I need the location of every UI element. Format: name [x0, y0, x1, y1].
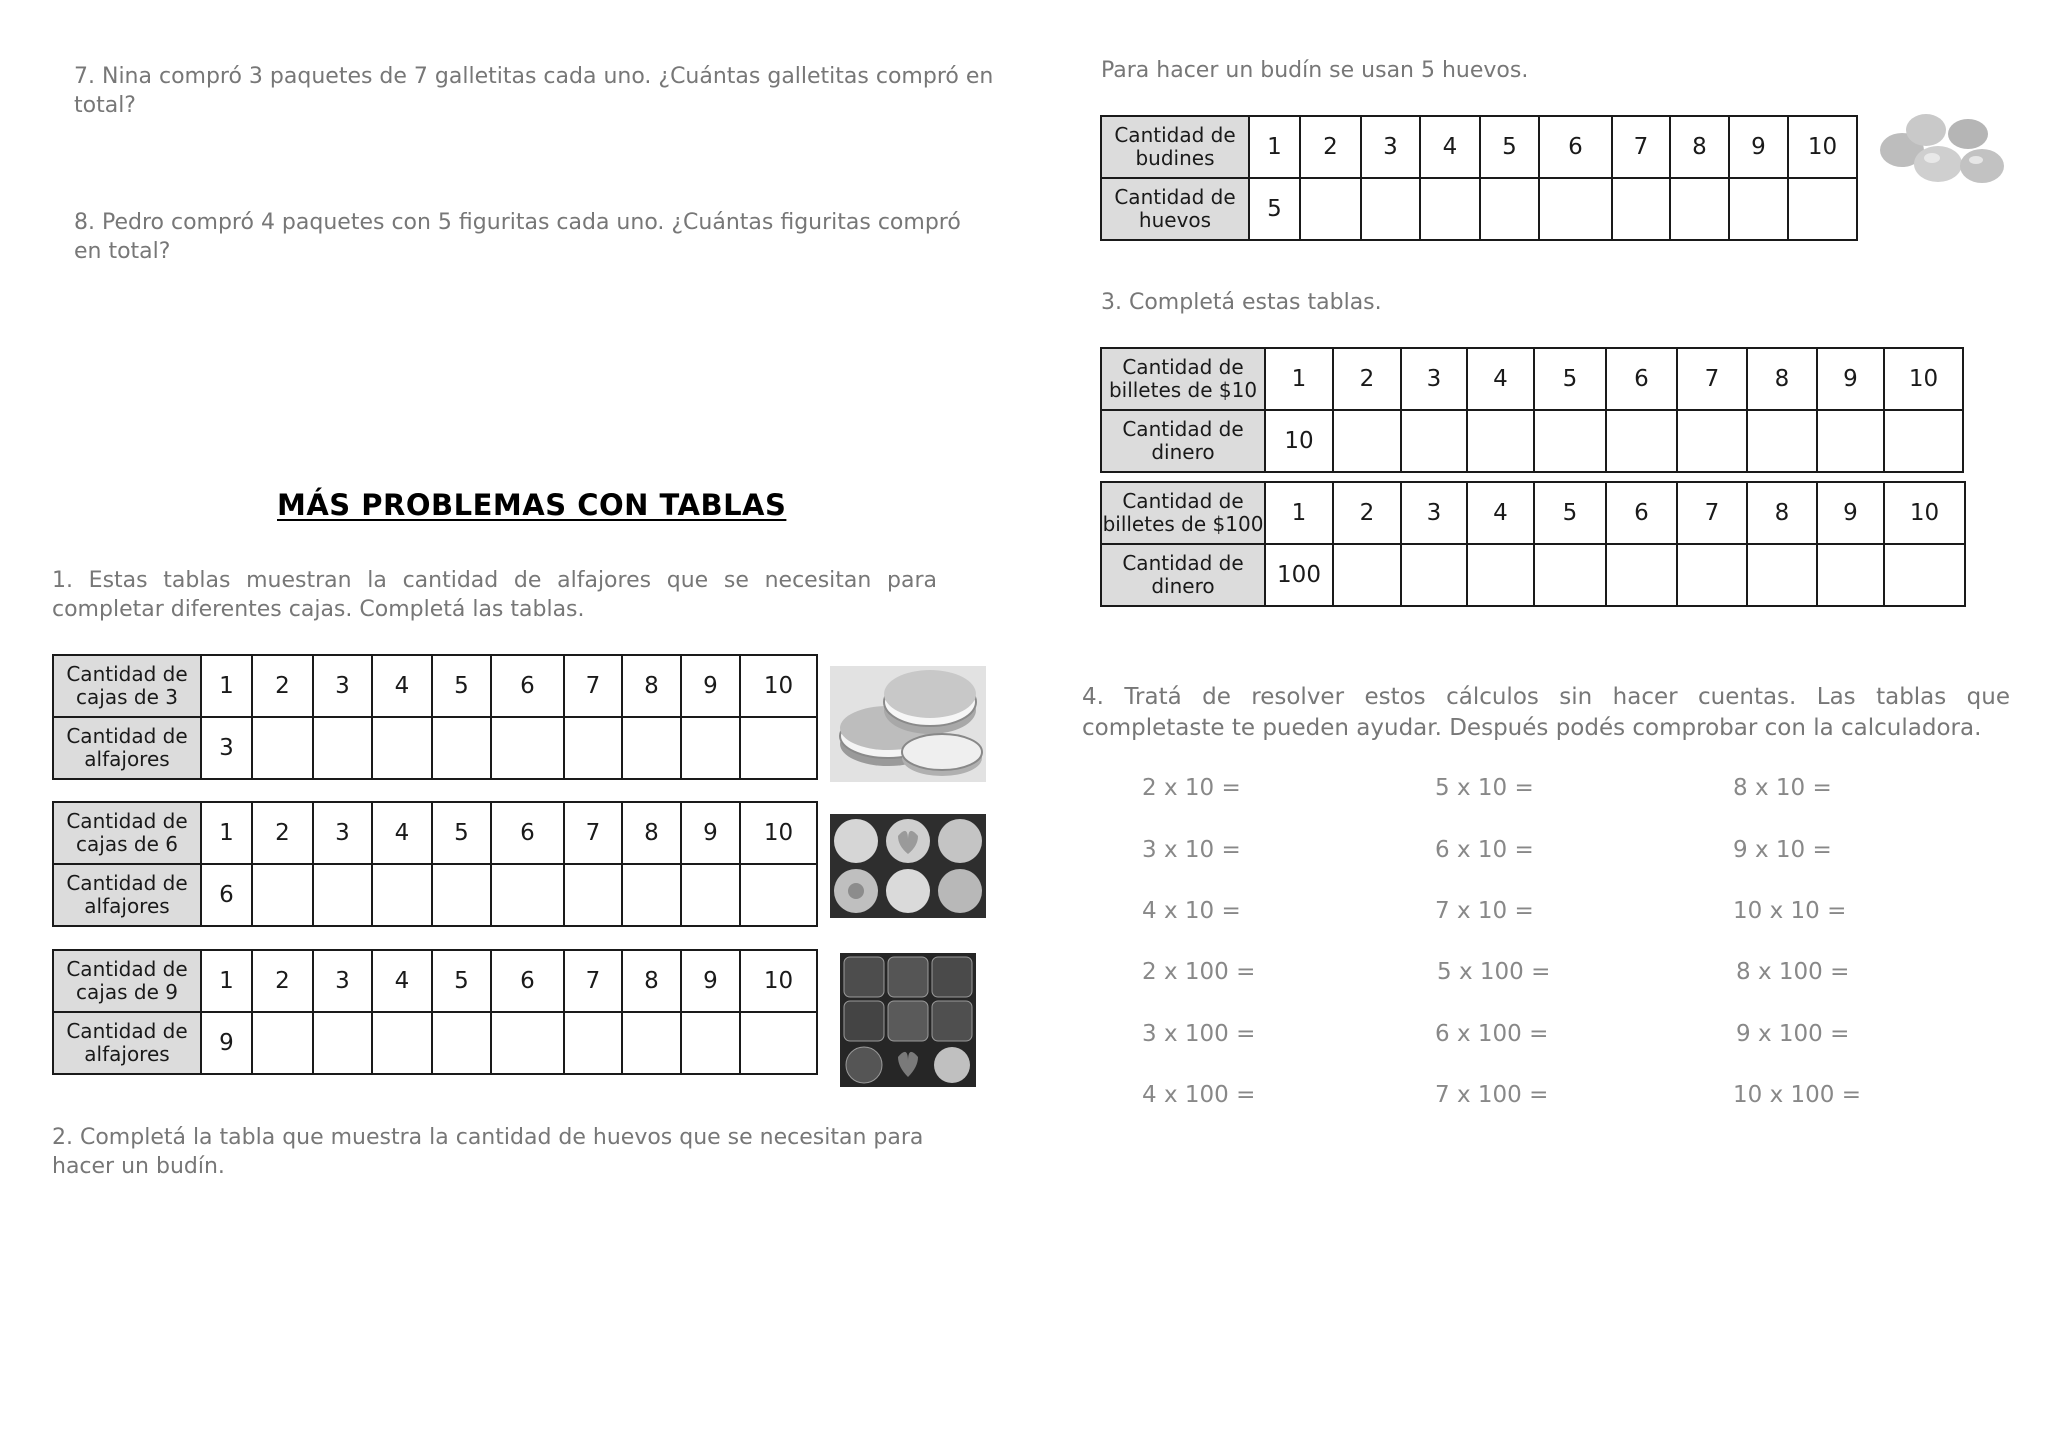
col-header: 4 — [372, 802, 432, 864]
billetes-100-table — [1100, 481, 1966, 607]
col-header: 8 — [622, 802, 681, 864]
calc-item: 2 x 100 = — [1142, 959, 1256, 985]
col-header: 6 — [491, 950, 564, 1012]
blank-cell[interactable] — [1480, 178, 1539, 240]
alfajores-photo — [830, 666, 986, 782]
blank-cell[interactable] — [1361, 178, 1420, 240]
exercise-4-text: 4. Tratá de resolver estos cálculos sin hacer cuentas. Las tablas que completaste te pueden ayudar. Después podés comprobar con la calculadora. — [1082, 684, 2010, 741]
col-header: 3 — [1401, 348, 1467, 410]
blank-cell[interactable] — [313, 717, 372, 779]
blank-cell[interactable] — [740, 1012, 817, 1074]
blank-cell[interactable] — [491, 1012, 564, 1074]
col-header: 4 — [1467, 348, 1534, 410]
col-header: 5 — [432, 802, 491, 864]
billetes-10-table — [1100, 347, 1964, 473]
problem-8: 8. Pedro compró 4 paquetes con 5 figuritas cada uno. ¿Cuántas figuritas compró en total? — [74, 210, 961, 264]
row-label-alfajores: Cantidad de alfajores — [53, 1012, 201, 1074]
calc-item: 5 x 10 = — [1435, 775, 1534, 801]
chocolates-box-photo — [840, 953, 976, 1087]
row-label-dinero: Cantidad de dinero — [1101, 410, 1265, 472]
blank-cell[interactable] — [1534, 544, 1606, 606]
blank-cell[interactable] — [1817, 410, 1884, 472]
col-header: 5 — [1534, 348, 1606, 410]
calc-item: 5 x 100 = — [1437, 959, 1551, 985]
col-header: 5 — [432, 655, 491, 717]
alfajores-table-6 — [52, 801, 818, 927]
row-label-billetes: Cantidad de billetes de $10 — [1101, 348, 1265, 410]
blank-cell[interactable] — [1747, 544, 1817, 606]
blank-cell[interactable] — [1539, 178, 1612, 240]
col-header: 7 — [1612, 116, 1670, 178]
col-header: 7 — [564, 802, 622, 864]
col-header: 8 — [1670, 116, 1729, 178]
col-header: 1 — [1249, 116, 1300, 178]
blank-cell[interactable] — [740, 864, 817, 926]
blank-cell[interactable] — [313, 864, 372, 926]
blank-cell[interactable] — [681, 864, 740, 926]
blank-cell[interactable] — [372, 1012, 432, 1074]
col-header: 6 — [1606, 348, 1677, 410]
col-header: 4 — [372, 950, 432, 1012]
row-label-cajas: Cantidad de cajas de 3 — [53, 655, 201, 717]
col-header: 9 — [1817, 482, 1884, 544]
calc-item: 4 x 100 = — [1142, 1082, 1256, 1108]
row-label-alfajores: Cantidad de alfajores — [53, 717, 201, 779]
col-header: 3 — [1361, 116, 1420, 178]
row-label-dinero: Cantidad de dinero — [1101, 544, 1265, 606]
col-header: 4 — [372, 655, 432, 717]
blank-cell[interactable] — [252, 1012, 313, 1074]
blank-cell[interactable] — [1333, 544, 1401, 606]
col-header: 5 — [1534, 482, 1606, 544]
col-header: 4 — [1467, 482, 1534, 544]
col-header: 2 — [1300, 116, 1361, 178]
blank-cell[interactable] — [1884, 544, 1965, 606]
col-header: 9 — [681, 950, 740, 1012]
col-header: 6 — [491, 655, 564, 717]
blank-cell[interactable] — [313, 1012, 372, 1074]
value-cell: 9 — [201, 1012, 252, 1074]
col-header: 3 — [1401, 482, 1467, 544]
blank-cell[interactable] — [1300, 178, 1361, 240]
col-header: 5 — [432, 950, 491, 1012]
decorated-cookies-photo — [830, 814, 986, 918]
blank-cell[interactable] — [681, 1012, 740, 1074]
value-cell: 3 — [201, 717, 252, 779]
exercise-2-text: 2. Completá la tabla que muestra la cantidad de huevos que se necesitan para hacer un budín. — [52, 1125, 924, 1179]
calc-item: 10 x 10 = — [1733, 898, 1847, 924]
calc-item: 6 x 100 = — [1435, 1021, 1549, 1047]
col-header: 7 — [1677, 482, 1747, 544]
row-label-cajas: Cantidad de cajas de 9 — [53, 950, 201, 1012]
row-label-huevos: Cantidad de huevos — [1101, 178, 1249, 240]
blank-cell[interactable] — [432, 864, 491, 926]
calc-item: 10 x 100 = — [1733, 1082, 1861, 1108]
col-header: 10 — [1788, 116, 1857, 178]
col-header: 2 — [252, 655, 313, 717]
col-header: 4 — [1420, 116, 1480, 178]
blank-cell[interactable] — [1747, 410, 1817, 472]
calc-item: 2 x 10 = — [1142, 775, 1241, 801]
row-label-budines: Cantidad de budines — [1101, 116, 1249, 178]
col-header: 2 — [1333, 348, 1401, 410]
row-label-cajas: Cantidad de cajas de 6 — [53, 802, 201, 864]
eggs-photo — [1876, 108, 2010, 190]
calc-item: 8 x 100 = — [1736, 959, 1850, 985]
value-cell: 5 — [1249, 178, 1300, 240]
col-header: 1 — [201, 802, 252, 864]
blank-cell[interactable] — [1467, 544, 1534, 606]
blank-cell[interactable] — [740, 717, 817, 779]
blank-cell[interactable] — [1788, 178, 1857, 240]
col-header: 9 — [681, 655, 740, 717]
blank-cell[interactable] — [1670, 178, 1729, 240]
blank-cell[interactable] — [372, 717, 432, 779]
blank-cell[interactable] — [1677, 410, 1747, 472]
calc-item: 3 x 10 = — [1142, 837, 1241, 863]
blank-cell[interactable] — [622, 1012, 681, 1074]
calc-item: 7 x 10 = — [1435, 898, 1534, 924]
col-header: 8 — [1747, 348, 1817, 410]
section-title: MÁS PROBLEMAS CON TABLAS — [277, 488, 787, 522]
alfajores-table-9 — [52, 949, 818, 1075]
blank-cell[interactable] — [491, 717, 564, 779]
calc-item: 6 x 10 = — [1435, 837, 1534, 863]
blank-cell[interactable] — [564, 864, 622, 926]
col-header: 10 — [1884, 348, 1963, 410]
col-header: 6 — [1539, 116, 1612, 178]
col-header: 8 — [1747, 482, 1817, 544]
blank-cell[interactable] — [1606, 544, 1677, 606]
blank-cell[interactable] — [1534, 410, 1606, 472]
blank-cell[interactable] — [1677, 544, 1747, 606]
col-header: 6 — [491, 802, 564, 864]
col-header: 2 — [1333, 482, 1401, 544]
col-header: 10 — [740, 802, 817, 864]
exercise-3-text: 3. Completá estas tablas. — [1101, 290, 1382, 315]
blank-cell[interactable] — [1606, 410, 1677, 472]
col-header: 7 — [564, 655, 622, 717]
col-header: 1 — [1265, 482, 1333, 544]
blank-cell[interactable] — [564, 1012, 622, 1074]
col-header: 6 — [1606, 482, 1677, 544]
col-header: 9 — [1817, 348, 1884, 410]
col-header: 3 — [313, 655, 372, 717]
col-header: 2 — [252, 950, 313, 1012]
col-header: 10 — [740, 950, 817, 1012]
exercise-2-intro: Para hacer un budín se usan 5 huevos. — [1101, 58, 1529, 83]
calc-item: 9 x 100 = — [1736, 1021, 1850, 1047]
col-header: 10 — [740, 655, 817, 717]
col-header: 1 — [201, 950, 252, 1012]
col-header: 7 — [564, 950, 622, 1012]
blank-cell[interactable] — [681, 717, 740, 779]
calc-item: 3 x 100 = — [1142, 1021, 1256, 1047]
calc-item: 9 x 10 = — [1733, 837, 1832, 863]
blank-cell[interactable] — [491, 864, 564, 926]
blank-cell[interactable] — [252, 717, 313, 779]
calc-item: 4 x 10 = — [1142, 898, 1241, 924]
col-header: 3 — [313, 802, 372, 864]
blank-cell[interactable] — [1729, 178, 1788, 240]
blank-cell[interactable] — [432, 717, 491, 779]
col-header: 3 — [313, 950, 372, 1012]
blank-cell[interactable] — [1884, 410, 1963, 472]
calc-item: 7 x 100 = — [1435, 1082, 1549, 1108]
blank-cell[interactable] — [1401, 544, 1467, 606]
blank-cell[interactable] — [1333, 410, 1401, 472]
col-header: 9 — [681, 802, 740, 864]
blank-cell[interactable] — [1612, 178, 1670, 240]
col-header: 10 — [1884, 482, 1965, 544]
col-header: 7 — [1677, 348, 1747, 410]
value-cell: 6 — [201, 864, 252, 926]
blank-cell[interactable] — [1401, 410, 1467, 472]
row-label-billetes: Cantidad de billetes de $100 — [1101, 482, 1265, 544]
col-header: 1 — [1265, 348, 1333, 410]
col-header: 5 — [1480, 116, 1539, 178]
calc-item: 8 x 10 = — [1733, 775, 1832, 801]
exercise-1-text: 1. Estas tablas muestran la cantidad de alfajores que se necesitan para completar diferentes cajas. Completá las tablas. — [52, 568, 937, 622]
col-header: 1 — [201, 655, 252, 717]
col-header: 8 — [622, 950, 681, 1012]
value-cell: 10 — [1265, 410, 1333, 472]
blank-cell[interactable] — [432, 1012, 491, 1074]
blank-cell[interactable] — [372, 864, 432, 926]
value-cell: 100 — [1265, 544, 1333, 606]
col-header: 2 — [252, 802, 313, 864]
col-header: 8 — [622, 655, 681, 717]
blank-cell[interactable] — [252, 864, 313, 926]
blank-cell[interactable] — [622, 864, 681, 926]
blank-cell[interactable] — [622, 717, 681, 779]
alfajores-table-3 — [52, 654, 818, 780]
problem-7: 7. Nina compró 3 paquetes de 7 galletitas cada uno. ¿Cuántas galletitas compró en total? — [74, 64, 994, 118]
blank-cell[interactable] — [1420, 178, 1480, 240]
row-label-alfajores: Cantidad de alfajores — [53, 864, 201, 926]
col-header: 9 — [1729, 116, 1788, 178]
budines-table — [1100, 115, 1858, 241]
blank-cell[interactable] — [564, 717, 622, 779]
blank-cell[interactable] — [1467, 410, 1534, 472]
blank-cell[interactable] — [1817, 544, 1884, 606]
